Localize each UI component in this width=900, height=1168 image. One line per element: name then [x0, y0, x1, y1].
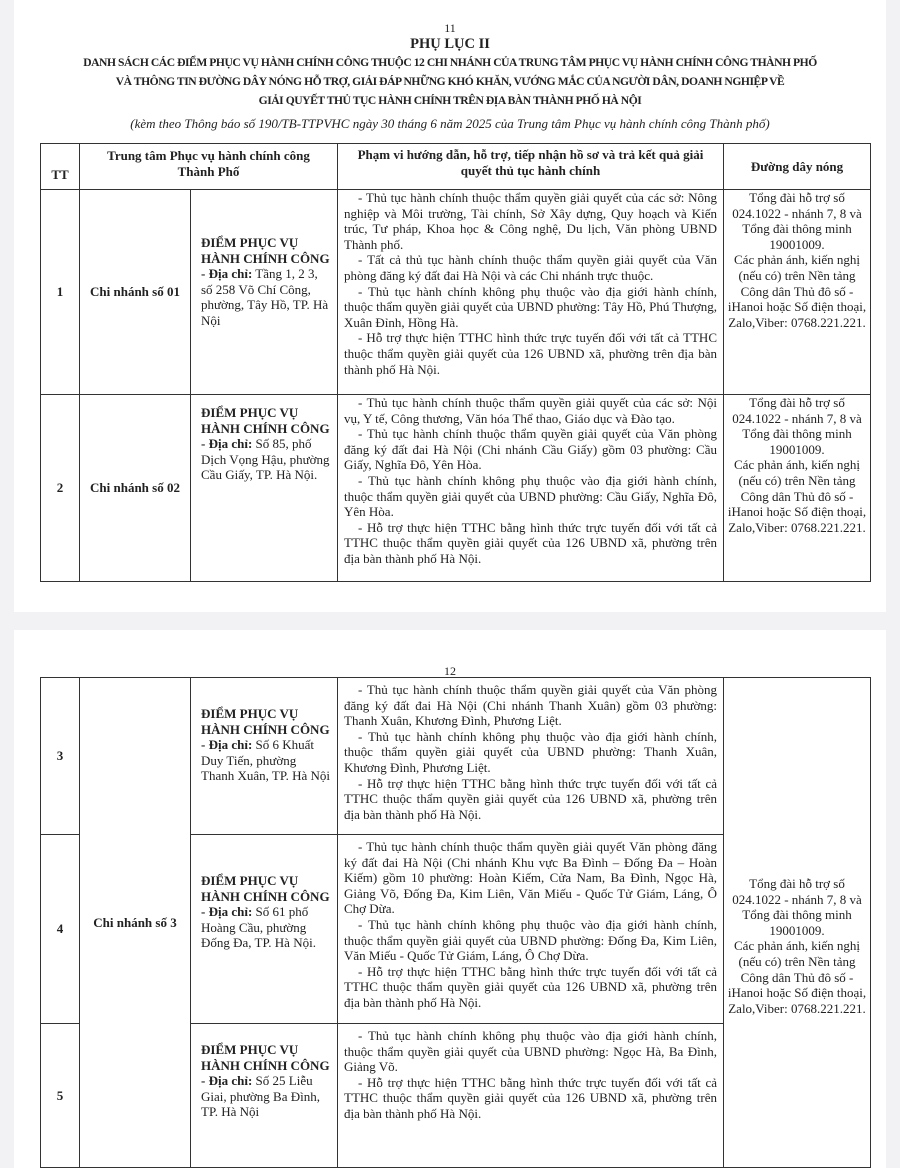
scope-item: - Thủ tục hành chính thuộc thẩm quyền giải quyết của các sở: Nông nghiệp và Môi trường, Tài chính, Sở Xây dựng, Quy hoạch và Kiến trúc, Tư pháp, Khoa học & Công nghệ, Du lịch, Văn phòng UBND Thành phố. — [344, 190, 717, 252]
scope-item: - Tất cả thủ tục hành chính thuộc thẩm quyền giải quyết của Văn phòng đăng ký đất đai Hà Nội và các Chi nhánh trực thuộc. — [344, 252, 717, 283]
branch-3-hotline — [723, 677, 871, 1168]
scope-item: - Thủ tục hành chính không phụ thuộc vào địa giới hành chính, thuộc thẩm quyền giải quyết của UBND phường: Thanh Xuân, Khương Đình, Phương Liệt. — [344, 728, 717, 775]
row-1-hotline — [723, 189, 871, 395]
header-tt: TT — [40, 143, 80, 190]
scope-item: - Thủ tục hành chính không phụ thuộc vào địa giới hành chính, thuộc thẩm quyền giải quyết của UBND phường: Ngọc Hà, Ba Đình, Giảng Võ. — [344, 1028, 717, 1075]
row-1-branch: Chi nhánh số 01 — [79, 189, 191, 395]
address-text: Số 85, phố Dịch Vọng Hậu, phường Cầu Giấy, TP. Hà Nội. — [201, 436, 330, 483]
branch-3-cell: Chi nhánh số 3 — [79, 677, 191, 1168]
row-4-tt: 4 — [40, 834, 80, 1024]
service-point-name: ĐIỂM PHỤC VỤ HÀNH CHÍNH CÔNG — [201, 706, 330, 737]
service-point-name: ĐIỂM PHỤC VỤ HÀNH CHÍNH CÔNG — [201, 235, 330, 266]
title-line-1: DANH SÁCH CÁC ĐIỂM PHỤC VỤ HÀNH CHÍNH CÔNG THUỘC 12 CHI NHÁNH CỦA TRUNG TÂM PHỤC VỤ HÀNH CHÍNH CÔNG THÀNH PHỐ — [83, 56, 817, 69]
hotline-line: Tổng đài hỗ trợ số 024.1022 - nhánh 7, 8 và Tổng đài thông minh 19001009. — [732, 395, 862, 457]
feedback-line: Các phản ánh, kiến nghị (nếu có) trên Nền tảng Công dân Thủ đô số - iHanoi hoặc Số điện thoại, Zalo,Viber: 0768.221.221. — [727, 457, 867, 535]
row-1-service-point — [190, 189, 338, 395]
address-text: Số 6 Khuất Duy Tiến, phường Thanh Xuân, TP. Hà Nội — [201, 737, 331, 784]
row-5-service-point — [190, 1023, 338, 1168]
row-5-scope — [337, 1023, 724, 1168]
title-line-2: VÀ THÔNG TIN ĐƯỜNG DÂY NÓNG HỖ TRỢ, GIẢI ĐÁP NHỮNG KHÓ KHĂN, VƯỚNG MẮC CỦA NGƯỜI DÂN, DOANH NGHIỆP VỀ — [115, 75, 785, 88]
scope-item: - Hỗ trợ thực hiện TTHC bằng hình thức trực tuyến đối với tất cả TTHC thuộc thẩm quyền giải quyết của 126 UBND xã, phường trên địa bàn thành phố Hà Nội. — [344, 519, 717, 566]
page-number: 11 — [444, 21, 456, 35]
row-5-tt: 5 — [40, 1023, 80, 1168]
address-text: Số 25 Liễu Giai, phường Ba Đình, TP. Hà Nội — [201, 1073, 320, 1120]
scope-item: - Thủ tục hành chính thuộc thẩm quyền giải quyết của các sở: Nội vụ, Y tế, Công thương, Văn hóa Thể thao, Giáo dục và Đào tạo. — [344, 395, 717, 426]
row-2-scope — [337, 394, 724, 582]
row-4-scope — [337, 834, 724, 1024]
row-1-tt: 1 — [40, 189, 80, 395]
title-line-3: GIẢI QUYẾT THỦ TỤC HÀNH CHÍNH TRÊN ĐỊA BÀN THÀNH PHỐ HÀ NỘI — [258, 94, 642, 107]
scope-item: - Thủ tục hành chính không phụ thuộc vào địa giới hành chính, thuộc thẩm quyền giải quyết của UBND phường: Đống Đa, Kim Liên, Văn Miếu - Quốc Tử Giám, Láng, Ô Chợ Dừa. — [344, 916, 717, 964]
hotline-line: Tổng đài hỗ trợ số 024.1022 - nhánh 7, 8 và Tổng đài thông minh 19001009. — [732, 876, 862, 938]
header-scope: Phạm vi hướng dẫn, hỗ trợ, tiếp nhận hồ sơ và trả kết quả giải quyết thủ tục hành chính — [337, 143, 724, 190]
feedback-line: Các phản ánh, kiến nghị (nếu có) trên Nền tảng Công dân Thủ đô số - iHanoi hoặc Số điện thoại, Zalo,Viber: 0768.221.221. — [727, 252, 867, 330]
row-3-tt: 3 — [40, 677, 80, 835]
address-label: - Địa chỉ: — [201, 904, 253, 920]
hotline-line: Tổng đài hỗ trợ số 024.1022 - nhánh 7, 8 và Tổng đài thông minh 19001009. — [732, 190, 862, 252]
row-2-branch: Chi nhánh số 02 — [79, 394, 191, 582]
row-4-service-point — [190, 834, 338, 1024]
address-label: - Địa chỉ: — [201, 436, 253, 452]
document-page-12 — [14, 630, 886, 1168]
address-text: Tầng 1, 2 3, số 258 Võ Chí Công, phường, Tây Hồ, TP. Hà Nội — [201, 266, 329, 328]
scope-item: - Hỗ trợ thực hiện TTHC bằng hình thức trực tuyến đối với tất cả TTHC thuộc thẩm quyền giải quyết của 126 UBND xã, phường trên địa bàn thành phố Hà Nội. — [344, 1074, 717, 1121]
header-hotline: Đường dây nóng — [723, 143, 871, 190]
scope-item: - Hỗ trợ thực hiện TTHC hình thức trực tuyến đối với tất cả TTHC thuộc thẩm quyền giải quyết của 126 UBND xã, phường trên địa bàn thành phố Hà Nội. — [344, 330, 717, 377]
service-point-name: ĐIỂM PHỤC VỤ HÀNH CHÍNH CÔNG — [201, 1042, 330, 1073]
address-text: Số 61 phố Hoàng Cầu, phường Đống Đa, TP. Hà Nội. — [201, 904, 316, 951]
row-2-hotline — [723, 394, 871, 582]
appendix-heading: PHỤ LỤC II — [410, 36, 490, 52]
scope-item: - Hỗ trợ thực hiện TTHC bằng hình thức trực tuyến đối với tất cả TTHC thuộc thẩm quyền giải quyết của 126 UBND xã, phường trên địa bàn thành phố Hà Nội. — [344, 963, 717, 1010]
page-number: 12 — [444, 664, 456, 678]
row-2-service-point — [190, 394, 338, 582]
header-center: Trung tâm Phục vụ hành chính công Thành Phố — [79, 143, 338, 190]
row-1-scope — [337, 189, 724, 395]
scope-item: - Thủ tục hành chính không phụ thuộc vào địa giới hành chính, thuộc thẩm quyền giải quyết của UBND phường: Cầu Giấy, Nghĩa Đô, Yên Hòa. — [344, 472, 717, 520]
scope-item: - Thủ tục hành chính không phụ thuộc vào địa giới hành chính, thuộc thẩm quyền giải quyết của UBND phường: Tây Hồ, Phú Thượng, Xuân Đỉnh, Hồng Hà. — [344, 283, 717, 330]
service-point-name: ĐIỂM PHỤC VỤ HÀNH CHÍNH CÔNG — [201, 405, 330, 436]
service-point-name: ĐIỂM PHỤC VỤ HÀNH CHÍNH CÔNG — [201, 873, 330, 904]
scope-item: - Thủ tục hành chính thuộc thẩm quyền giải quyết Văn phòng đăng ký đất đai Hà Nội (Chi nhánh Khu vực Ba Đình – Đống Đa – Hoàn Kiếm) gồm 10 phường: Hoàn Kiếm, Cửa Nam, Ba Đình, Ngọc Hà, Giảng Võ, Đống Đa, Kim Liên, Văn Miếu - Quốc Tử Giám, Láng, Ô Chợ Dừa. — [344, 839, 717, 917]
row-3-scope — [337, 677, 724, 835]
document-page-11 — [14, 0, 886, 612]
address-label: - Địa chỉ: — [201, 266, 253, 282]
scope-item: - Thủ tục hành chính thuộc thẩm quyền giải quyết của Văn phòng đăng ký đất đai Hà Nội (Chi nhánh Cầu Giấy) gồm 03 phường: Cầu Giấy, Nghĩa Đô, Yên Hòa. — [344, 426, 717, 473]
scope-item: - Hỗ trợ thực hiện TTHC bằng hình thức trực tuyến đối với tất cả TTHC thuộc thẩm quyền giải quyết của 126 UBND xã, phường trên địa bàn thành phố Hà Nội. — [344, 775, 717, 822]
row-3-service-point — [190, 677, 338, 835]
document-subtitle: (kèm theo Thông báo số 190/TB-TTPVHC ngày 30 tháng 6 năm 2025 của Trung tâm Phục vụ hành chính công Thành phố) — [130, 116, 770, 131]
feedback-line: Các phản ánh, kiến nghị (nếu có) trên Nền tảng Công dân Thủ đô số - iHanoi hoặc Số điện thoại, Zalo,Viber: 0768.221.221. — [727, 938, 867, 1016]
scope-item: - Thủ tục hành chính thuộc thẩm quyền giải quyết của Văn phòng đăng ký đất đai Hà Nội (Chi nhánh Thanh Xuân) gồm 03 phường: Thanh Xuân, Khương Đình, Phương Liệt. — [344, 682, 717, 729]
address-label: - Địa chỉ: — [201, 737, 253, 753]
row-2-tt: 2 — [40, 394, 80, 582]
address-label: - Địa chỉ: — [201, 1073, 253, 1089]
